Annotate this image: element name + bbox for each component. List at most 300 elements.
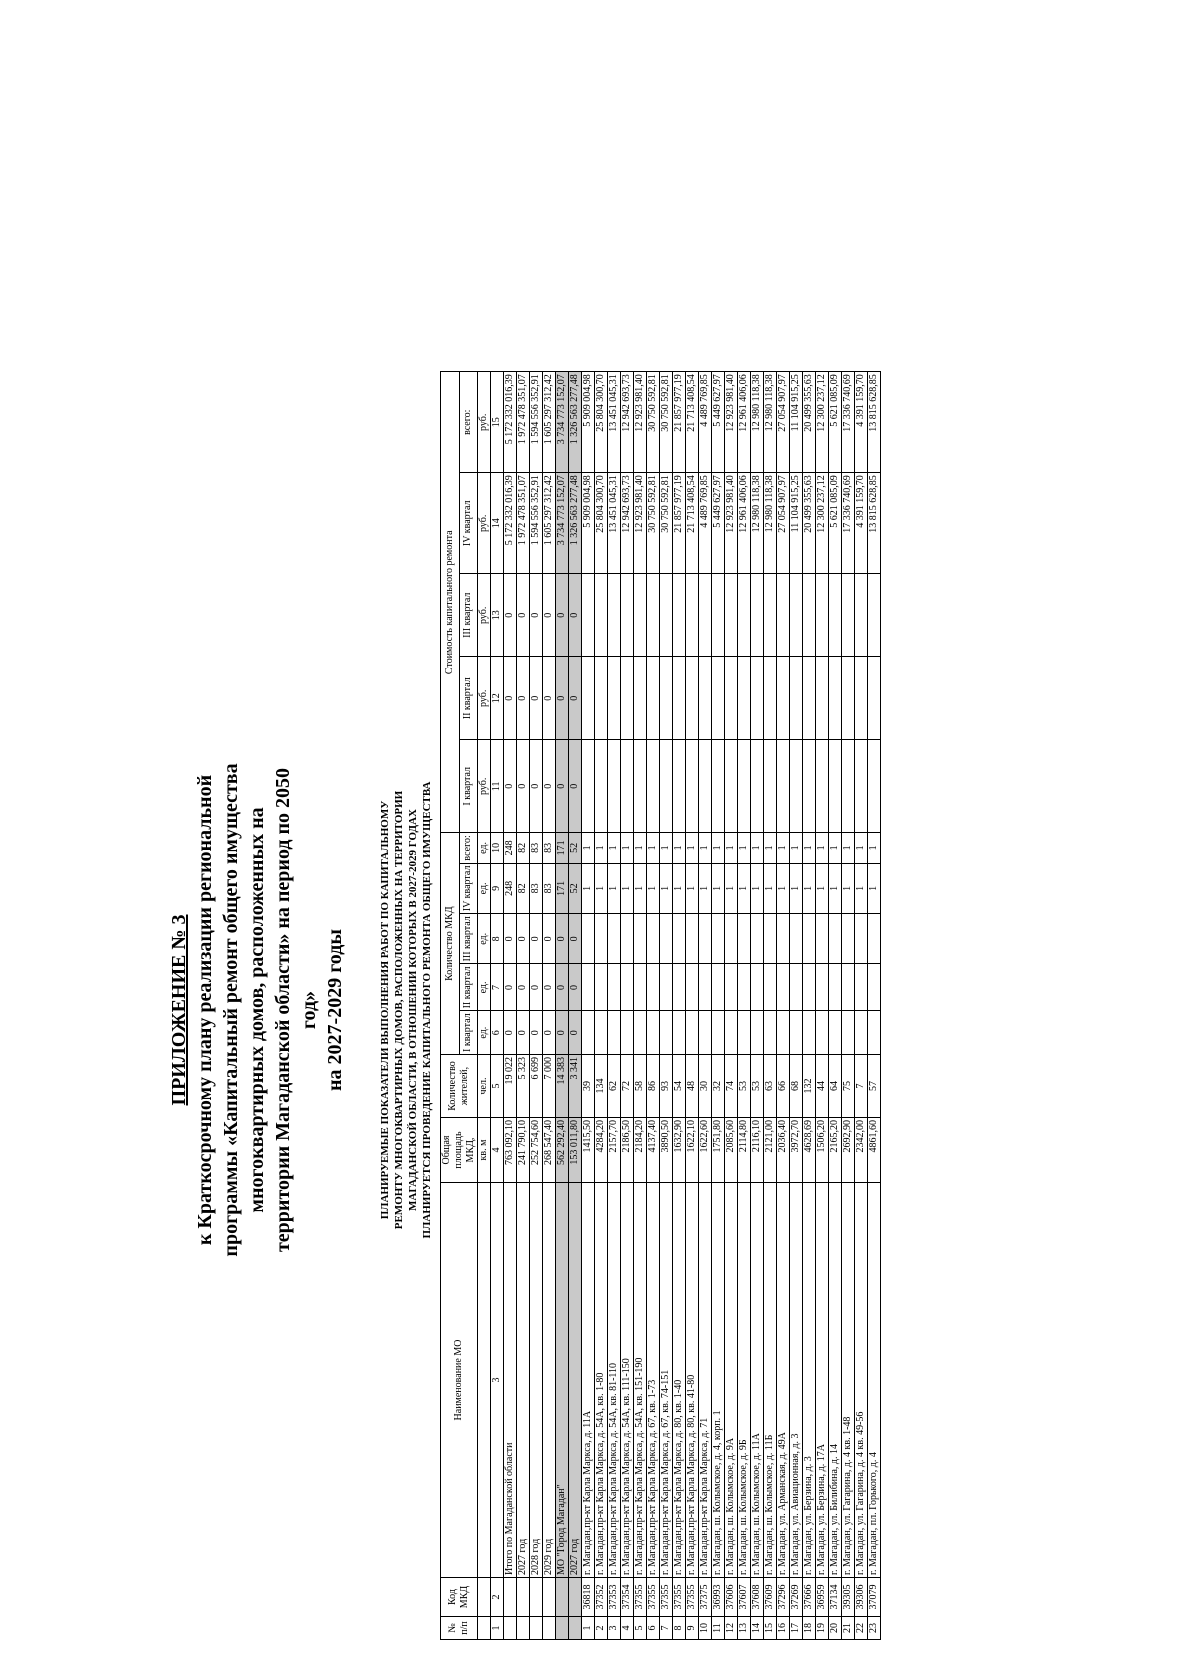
cell-cost-q4: 1 594 556 352,91 <box>530 473 543 574</box>
cell-cost-q4: 4 489 769,85 <box>699 473 712 574</box>
cell-count-q4: 1 <box>790 863 803 914</box>
unit-residents: чел. <box>478 1055 491 1118</box>
column-number: 9 <box>491 863 504 914</box>
cell-cost-q4: 5 172 332 016,39 <box>504 473 517 574</box>
cell-cost-q1: 0 <box>504 740 517 833</box>
cell-count-q2 <box>868 964 881 1011</box>
cell-count-total: 1 <box>777 833 790 863</box>
cell-count-total: 1 <box>712 833 725 863</box>
cell-cost-q3 <box>621 574 634 657</box>
cell-count-q3: 0 <box>556 914 569 964</box>
cell-cost-q4: 12 923 981,40 <box>725 473 738 574</box>
cell-cost-total: 1 605 297 312,42 <box>543 372 556 473</box>
cell-residents: 7 <box>855 1055 868 1118</box>
cell-count-q1: 0 <box>556 1011 569 1055</box>
cell-count-q1 <box>647 1011 660 1055</box>
summary-row <box>556 372 569 1640</box>
cell-area: 2157,70 <box>608 1118 621 1183</box>
cell-count-q1: 0 <box>530 1011 543 1055</box>
cell-cost-total: 11 104 915,25 <box>790 372 803 473</box>
cell-num: 2 <box>595 1617 608 1640</box>
cell-cost-total: 3 734 773 152,07 <box>556 372 569 473</box>
cell-count-q1 <box>803 1011 816 1055</box>
cell-count-q1 <box>608 1011 621 1055</box>
cell-cost-total: 1 326 563 277,48 <box>569 372 582 473</box>
cell-count-q4: 1 <box>621 863 634 914</box>
cell-cost-total: 12 980 118,38 <box>751 372 764 473</box>
cell-count-q3 <box>751 914 764 964</box>
summary-row <box>543 372 556 1640</box>
cell-count-q3 <box>647 914 660 964</box>
cell-cost-total: 1 594 556 352,91 <box>530 372 543 473</box>
cell-name: г. Магадан, ул. Гагарина, д. 4 кв. 1-48 <box>842 1183 855 1578</box>
cell-residents: 57 <box>868 1055 881 1118</box>
cell-num: 20 <box>829 1617 842 1640</box>
cell-name: 2029 год <box>543 1183 556 1578</box>
cell-cost-q2 <box>725 657 738 740</box>
cell-count-q4: 171 <box>556 863 569 914</box>
cell-name: г. Магадан,пр-кт Карла Маркса, д. 54А, кв. 1-80 <box>595 1183 608 1578</box>
cell-residents: 74 <box>725 1055 738 1118</box>
cell-cost-total: 30 750 592,81 <box>647 372 660 473</box>
cell-name: г. Магадан, ул. Берзина, д. 17А <box>816 1183 829 1578</box>
header-area: Общая площадь МКД, <box>441 1118 478 1183</box>
cell-count-q3 <box>712 914 725 964</box>
cell-count-q4: 1 <box>738 863 751 914</box>
cell-count-q2 <box>621 964 634 1011</box>
cell-code: 37134 <box>829 1578 842 1617</box>
cell-count-q2 <box>790 964 803 1011</box>
cell-code <box>569 1578 582 1617</box>
cell-cost-q2 <box>660 657 673 740</box>
cell-cost-q1 <box>764 740 777 833</box>
cell-num: 8 <box>673 1617 686 1640</box>
cell-num: 22 <box>855 1617 868 1640</box>
cell-count-q2 <box>647 964 660 1011</box>
cell-count-q1 <box>868 1011 881 1055</box>
cell-count-q4: 52 <box>569 863 582 914</box>
cell-code: 39306 <box>855 1578 868 1617</box>
cell-cost-q1: 0 <box>569 740 582 833</box>
table-row <box>868 372 881 1640</box>
table-row <box>582 372 595 1640</box>
cell-area: 1415,50 <box>582 1118 595 1183</box>
cell-area: 2184,20 <box>634 1118 647 1183</box>
cell-count-q4: 1 <box>725 863 738 914</box>
cell-area: 4284,20 <box>595 1118 608 1183</box>
cell-count-q4: 1 <box>686 863 699 914</box>
cell-cost-q1 <box>868 740 881 833</box>
cell-code: 37354 <box>621 1578 634 1617</box>
cell-cost-q1 <box>634 740 647 833</box>
table-title-line: ПЛАНИРУЕМЫЕ ПОКАЗАТЕЛИ ВЫПОЛНЕНИЯ РАБОТ ПО КАПИТАЛЬНОМУ <box>379 800 391 1220</box>
cell-count-q1 <box>621 1011 634 1055</box>
table-row <box>595 372 608 1640</box>
cell-name: г. Магадан,пр-кт Карла Маркса, д. 54А, кв. 151-190 <box>634 1183 647 1578</box>
cell-area: 4628,69 <box>803 1118 816 1183</box>
cell-count-q3 <box>660 914 673 964</box>
cell-count-q4: 1 <box>712 863 725 914</box>
heading-line-1: к Краткосрочному плану реализации региональной <box>194 774 216 1246</box>
unit-blank <box>478 1183 491 1578</box>
cell-area: 2121,00 <box>764 1118 777 1183</box>
cell-residents: 30 <box>699 1055 712 1118</box>
cell-area: 252 754,60 <box>530 1118 543 1183</box>
cell-count-q3 <box>855 914 868 964</box>
cell-code: 36993 <box>712 1578 725 1617</box>
cell-cost-q4: 12 300 237,12 <box>816 473 829 574</box>
column-number: 1 <box>491 1617 504 1640</box>
cell-count-total: 1 <box>595 833 608 863</box>
cell-code: 37296 <box>777 1578 790 1617</box>
cell-count-q2 <box>608 964 621 1011</box>
table-row <box>699 372 712 1640</box>
cell-cost-total: 20 499 355,63 <box>803 372 816 473</box>
cell-cost-q4: 30 750 592,81 <box>660 473 673 574</box>
column-number: 4 <box>491 1118 504 1183</box>
cell-cost-q1 <box>816 740 829 833</box>
cell-count-q4: 1 <box>660 863 673 914</box>
cell-cost-q2 <box>764 657 777 740</box>
cell-count-total: 1 <box>868 833 881 863</box>
cell-count-q1 <box>699 1011 712 1055</box>
cell-num: 18 <box>803 1617 816 1640</box>
cell-cost-q2 <box>634 657 647 740</box>
cell-cost-total: 4 391 159,70 <box>855 372 868 473</box>
cell-count-q2 <box>673 964 686 1011</box>
cell-name: г. Магадан,пр-кт Карла Маркса, д. 80, кв. 1-40 <box>673 1183 686 1578</box>
cell-count-q3: 0 <box>504 914 517 964</box>
unit-count: ед. <box>478 1011 491 1055</box>
cell-count-q4: 1 <box>777 863 790 914</box>
cell-count-q2 <box>738 964 751 1011</box>
header-cost-q1: I квартал <box>459 740 478 833</box>
cell-cost-q2 <box>751 657 764 740</box>
cell-area: 2692,90 <box>842 1118 855 1183</box>
cell-name: Итого по Магаданской области <box>504 1183 517 1578</box>
cell-count-q2 <box>725 964 738 1011</box>
cell-cost-q3 <box>634 574 647 657</box>
cell-area: 2342,00 <box>855 1118 868 1183</box>
cell-area: 2085,60 <box>725 1118 738 1183</box>
header-cost-total: всего: <box>459 372 478 473</box>
cell-residents: 93 <box>660 1055 673 1118</box>
table-title-line: МАГАДАНСКОЙ ОБЛАСТИ, В ОТНОШЕНИИ КОТОРЫХ В 2027-2029 ГОДАХ <box>407 809 419 1211</box>
unit-count: ед. <box>478 863 491 914</box>
cell-count-total: 1 <box>699 833 712 863</box>
cell-count-q2: 0 <box>556 964 569 1011</box>
cell-num: 19 <box>816 1617 829 1640</box>
cell-cost-q4: 3 734 773 152,07 <box>556 473 569 574</box>
cell-cost-q4: 27 054 907,97 <box>777 473 790 574</box>
cell-count-total: 1 <box>634 833 647 863</box>
cell-count-q1 <box>829 1011 842 1055</box>
cell-cost-q1 <box>738 740 751 833</box>
cell-cost-total: 12 923 981,40 <box>634 372 647 473</box>
header-count-q4: IV квартал <box>459 863 478 914</box>
cell-num: 16 <box>777 1617 790 1640</box>
cell-count-q4: 1 <box>816 863 829 914</box>
summary-row <box>504 372 517 1640</box>
cell-cost-q4: 12 923 981,40 <box>634 473 647 574</box>
cell-count-q4: 1 <box>764 863 777 914</box>
cell-residents: 19 022 <box>504 1055 517 1118</box>
unit-blank <box>478 1578 491 1617</box>
cell-cost-q2 <box>777 657 790 740</box>
cell-cost-q3 <box>673 574 686 657</box>
cell-count-q2 <box>829 964 842 1011</box>
cell-code: 37375 <box>699 1578 712 1617</box>
cell-cost-q1: 0 <box>530 740 543 833</box>
cell-cost-q4: 12 942 693,73 <box>621 473 634 574</box>
cell-code: 37269 <box>790 1578 803 1617</box>
cell-cost-q1 <box>582 740 595 833</box>
cell-count-q4: 1 <box>699 863 712 914</box>
cell-cost-q1: 0 <box>543 740 556 833</box>
cell-count-q3 <box>829 914 842 964</box>
cell-name: г. Магадан, ш. Колымское, д. 4, корп. 1 <box>712 1183 725 1578</box>
cell-cost-q3 <box>842 574 855 657</box>
cell-residents: 53 <box>751 1055 764 1118</box>
cell-area: 1622,10 <box>686 1118 699 1183</box>
cell-count-q2: 0 <box>569 964 582 1011</box>
cell-cost-q4: 12 980 118,38 <box>764 473 777 574</box>
cell-area: 2116,10 <box>751 1118 764 1183</box>
cell-count-q4: 1 <box>829 863 842 914</box>
cell-name: г. Магадан, ш. Колымское, д. 11А <box>751 1183 764 1578</box>
cell-count-q3 <box>777 914 790 964</box>
summary-rows <box>504 372 582 1640</box>
cell-count-q3: 0 <box>517 914 530 964</box>
header-code: Код МКД <box>441 1578 478 1617</box>
cell-residents: 44 <box>816 1055 829 1118</box>
cell-num: 21 <box>842 1617 855 1640</box>
cell-cost-total: 25 804 300,70 <box>595 372 608 473</box>
cell-name: 2028 год <box>530 1183 543 1578</box>
cell-code: 37352 <box>595 1578 608 1617</box>
column-number: 2 <box>491 1578 504 1617</box>
cell-count-q3 <box>816 914 829 964</box>
cell-cost-q3 <box>686 574 699 657</box>
cell-count-q1 <box>712 1011 725 1055</box>
table-row <box>712 372 725 1640</box>
cell-name: г. Магадан,пр-кт Карла Маркса, д. 54А, кв. 111-150 <box>621 1183 634 1578</box>
cell-cost-q4: 30 750 592,81 <box>647 473 660 574</box>
cell-residents: 39 <box>582 1055 595 1118</box>
cell-cost-q3 <box>699 574 712 657</box>
cell-count-total: 82 <box>517 833 530 863</box>
cell-cost-q2 <box>816 657 829 740</box>
cell-cost-total: 12 300 237,12 <box>816 372 829 473</box>
cell-num: 11 <box>712 1617 725 1640</box>
cell-num: 6 <box>647 1617 660 1640</box>
cell-residents: 62 <box>608 1055 621 1118</box>
cell-num <box>556 1617 569 1640</box>
cell-code <box>517 1578 530 1617</box>
cell-code <box>504 1578 517 1617</box>
cell-count-total: 248 <box>504 833 517 863</box>
cell-count-q2 <box>582 964 595 1011</box>
cell-cost-q1 <box>673 740 686 833</box>
unit-rub: руб. <box>478 372 491 473</box>
cell-name: МО "Город Магадан" <box>556 1183 569 1578</box>
cell-cost-q2 <box>868 657 881 740</box>
cell-count-total: 1 <box>751 833 764 863</box>
cell-cost-q1 <box>842 740 855 833</box>
table-row <box>725 372 738 1640</box>
cell-cost-q1 <box>712 740 725 833</box>
cell-count-q3 <box>582 914 595 964</box>
cell-count-q1 <box>842 1011 855 1055</box>
cell-cost-q2 <box>647 657 660 740</box>
cell-residents: 134 <box>595 1055 608 1118</box>
cell-cost-q2: 0 <box>530 657 543 740</box>
cell-residents: 86 <box>647 1055 660 1118</box>
cell-count-q3 <box>699 914 712 964</box>
cell-residents: 68 <box>790 1055 803 1118</box>
cell-cost-q4: 21 857 977,19 <box>673 473 686 574</box>
column-number: 14 <box>491 473 504 574</box>
cell-cost-q4: 17 336 740,69 <box>842 473 855 574</box>
cell-cost-q3 <box>608 574 621 657</box>
cell-residents: 132 <box>803 1055 816 1118</box>
table-row <box>738 372 751 1640</box>
cell-num <box>569 1617 582 1640</box>
cell-code: 37079 <box>868 1578 881 1617</box>
header-count-q3: III квартал <box>459 914 478 964</box>
cell-num: 3 <box>608 1617 621 1640</box>
cell-area: 268 547,40 <box>543 1118 556 1183</box>
cell-cost-q4: 20 499 355,63 <box>803 473 816 574</box>
cell-area: 2186,50 <box>621 1118 634 1183</box>
cell-count-q4: 1 <box>855 863 868 914</box>
cell-cost-q1 <box>647 740 660 833</box>
cell-count-q2 <box>842 964 855 1011</box>
cell-count-q2 <box>634 964 647 1011</box>
cell-count-total: 1 <box>660 833 673 863</box>
cell-cost-q2 <box>738 657 751 740</box>
cell-count-q2 <box>803 964 816 1011</box>
cell-cost-total: 5 621 085,09 <box>829 372 842 473</box>
cell-count-q3 <box>595 914 608 964</box>
cell-cost-total: 21 857 977,19 <box>673 372 686 473</box>
cell-code: 37608 <box>751 1578 764 1617</box>
cell-num: 5 <box>634 1617 647 1640</box>
cell-count-q3 <box>673 914 686 964</box>
cell-cost-total: 21 713 408,54 <box>686 372 699 473</box>
cell-cost-total: 13 451 045,31 <box>608 372 621 473</box>
cell-cost-q3 <box>725 574 738 657</box>
cell-count-q4: 1 <box>647 863 660 914</box>
cell-count-q1 <box>725 1011 738 1055</box>
cell-cost-q2 <box>608 657 621 740</box>
cell-cost-total: 17 336 740,69 <box>842 372 855 473</box>
cell-cost-q4: 13 451 045,31 <box>608 473 621 574</box>
table-row <box>634 372 647 1640</box>
cell-cost-total: 5 172 332 016,39 <box>504 372 517 473</box>
cell-cost-q4: 1 326 563 277,48 <box>569 473 582 574</box>
header-count-group: Количество МКД <box>441 833 460 1055</box>
cell-code <box>543 1578 556 1617</box>
cell-residents: 3 341 <box>569 1055 582 1118</box>
cell-count-q3 <box>608 914 621 964</box>
cell-cost-q2 <box>582 657 595 740</box>
cell-cost-q4: 21 713 408,54 <box>686 473 699 574</box>
cell-cost-total: 12 942 693,73 <box>621 372 634 473</box>
cell-cost-q1 <box>829 740 842 833</box>
unit-count: ед. <box>478 914 491 964</box>
cell-cost-q1 <box>608 740 621 833</box>
cell-count-total: 171 <box>556 833 569 863</box>
header-cost-q3: III квартал <box>459 574 478 657</box>
cell-count-q4: 1 <box>751 863 764 914</box>
cell-cost-q2 <box>699 657 712 740</box>
table-row <box>647 372 660 1640</box>
cell-count-q3: 0 <box>530 914 543 964</box>
cell-name: г. Магадан, пл. Горького, д. 4 <box>868 1183 881 1578</box>
cell-num: 23 <box>868 1617 881 1640</box>
cell-count-q2 <box>712 964 725 1011</box>
cell-cost-q3 <box>855 574 868 657</box>
cell-area: 4137,40 <box>647 1118 660 1183</box>
cell-count-q2 <box>855 964 868 1011</box>
cell-num: 14 <box>751 1617 764 1640</box>
cell-cost-q4: 5 909 004,98 <box>582 473 595 574</box>
cell-count-q4: 1 <box>868 863 881 914</box>
cell-count-total: 1 <box>842 833 855 863</box>
unit-rub: руб. <box>478 473 491 574</box>
cell-cost-q2 <box>803 657 816 740</box>
cell-count-total: 1 <box>829 833 842 863</box>
cell-cost-q1: 0 <box>556 740 569 833</box>
cell-area: 2114,80 <box>738 1118 751 1183</box>
cell-area: 153 011,80 <box>569 1118 582 1183</box>
cell-count-q3: 0 <box>543 914 556 964</box>
house-rows <box>582 372 881 1640</box>
cell-count-q1 <box>764 1011 777 1055</box>
cell-name: 2027 год <box>517 1183 530 1578</box>
cell-cost-q3 <box>829 574 842 657</box>
cell-count-q2: 0 <box>543 964 556 1011</box>
cell-count-q4: 83 <box>530 863 543 914</box>
cell-area: 1751,80 <box>712 1118 725 1183</box>
appendix-title: ПРИЛОЖЕНИЕ № 3 <box>168 914 190 1106</box>
heading-line-3: многоквартирных домов, расположенных на <box>246 807 268 1213</box>
unit-count: ед. <box>478 964 491 1011</box>
cell-code: 37355 <box>660 1578 673 1617</box>
column-number: 11 <box>491 740 504 833</box>
cell-residents: 32 <box>712 1055 725 1118</box>
cell-num: 9 <box>686 1617 699 1640</box>
cell-num: 15 <box>764 1617 777 1640</box>
cell-cost-q3 <box>738 574 751 657</box>
cell-residents: 58 <box>634 1055 647 1118</box>
heading-line-2: программы «Капитальный ремонт общего имущества <box>220 763 242 1257</box>
cell-cost-q1 <box>686 740 699 833</box>
cell-cost-q2 <box>686 657 699 740</box>
cell-cost-q2 <box>595 657 608 740</box>
cell-cost-q4: 11 104 915,25 <box>790 473 803 574</box>
cell-count-total: 1 <box>816 833 829 863</box>
table-row <box>764 372 777 1640</box>
table-row <box>621 372 634 1640</box>
cell-residents: 6 699 <box>530 1055 543 1118</box>
header-residents: Количество жителей, <box>441 1055 478 1118</box>
cell-cost-q3: 0 <box>530 574 543 657</box>
cell-num: 1 <box>582 1617 595 1640</box>
unit-count: ед. <box>478 833 491 863</box>
cell-cost-total: 30 750 592,81 <box>660 372 673 473</box>
